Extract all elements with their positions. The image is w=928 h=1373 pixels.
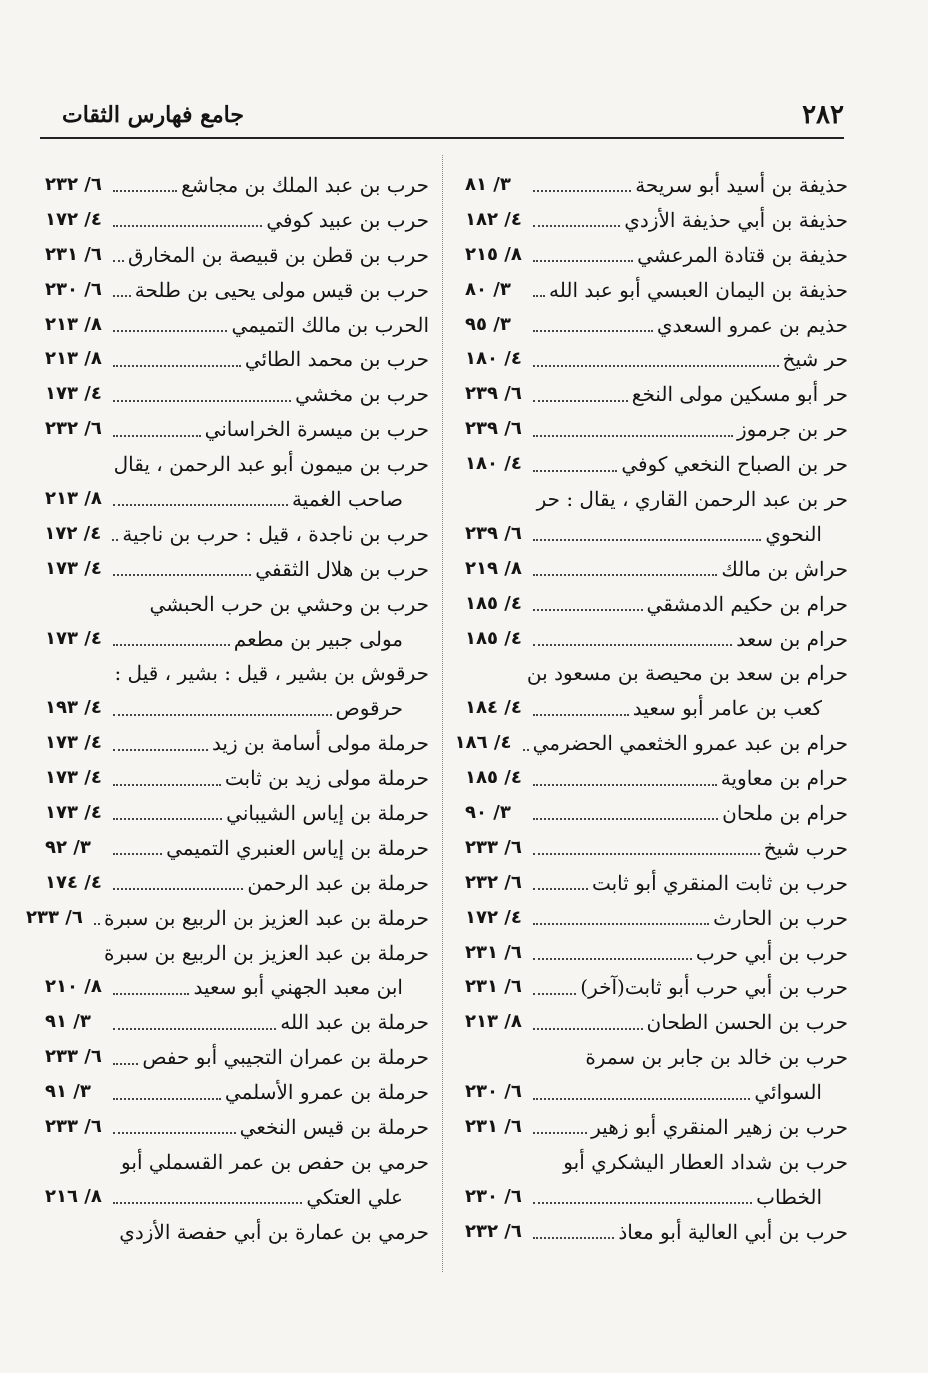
- dot-leader: [533, 1132, 587, 1134]
- entry-name: حذيفة بن أسيد أبو سريحة: [635, 173, 848, 197]
- volume-page-ref: ٦/ ٢٣١: [465, 941, 522, 963]
- index-entry: [45, 1215, 429, 1250]
- index-entry: [465, 691, 848, 726]
- entry-name: حرب بن وحشي بن حرب الحبشي: [149, 591, 429, 616]
- index-entry: [45, 1180, 429, 1215]
- entry-name: حرب بن هلال الثقفي: [255, 556, 429, 581]
- index-entry: [465, 761, 848, 796]
- dot-leader: [113, 644, 230, 646]
- dot-leader: [533, 993, 576, 995]
- dot-leader: [113, 295, 131, 297]
- entry-name: حرب بن ثابت المنقري أبو ثابت: [591, 870, 848, 895]
- index-entry: [465, 866, 848, 901]
- dot-leader: [533, 1202, 752, 1204]
- volume-page-ref: ٨/ ٢١٣: [465, 1011, 522, 1033]
- entry-name: حرب بن أبي العالية أبو معاذ: [618, 1219, 848, 1244]
- entry-name: حرملة بن عبد العزيز بن الربيع بن سبرة: [104, 905, 429, 930]
- dot-leader: [523, 749, 529, 751]
- volume-page-ref: ٤/ ١٨٥: [465, 627, 522, 649]
- index-entry: [45, 168, 429, 203]
- volume-page-ref: ٦/ ٢٣٩: [465, 418, 522, 440]
- entry-name: حرقوش بن بشير ، قيل : بشير ، قيل :: [114, 661, 429, 686]
- volume-page-ref: ٤/ ١٧٤: [45, 871, 102, 893]
- index-entry: [45, 936, 429, 971]
- dot-leader: [113, 1132, 236, 1134]
- entry-name: حرام بن ملحان: [722, 801, 848, 826]
- index-entry: [465, 447, 848, 482]
- volume-page-ref: ٨/ ٢١٥: [465, 243, 522, 265]
- entry-name: حرملة مولى زيد بن ثابت: [224, 766, 429, 791]
- column-divider: [442, 155, 443, 1272]
- entry-name: حرملة بن عبد العزيز بن الربيع بن سبرة: [104, 940, 429, 965]
- volume-page-ref: ٦/ ٢٣٩: [465, 522, 522, 544]
- dot-leader: [113, 853, 162, 855]
- entry-name: حرب بن عبد الملك بن مجاشع: [181, 173, 429, 197]
- index-entry: [465, 377, 848, 412]
- index-entry: [465, 587, 848, 622]
- index-entry: [45, 761, 429, 796]
- dot-leader: [533, 644, 732, 646]
- index-entry: [45, 273, 429, 308]
- index-entry: [465, 517, 848, 552]
- entry-name: حذيفة بن أبي حذيفة الأزدي: [624, 207, 848, 232]
- dot-leader: [113, 1202, 302, 1204]
- volume-page-ref: ٦/ ٢٣٢: [465, 871, 522, 893]
- entry-name: حرب بن عبيد كوفي: [266, 207, 429, 232]
- index-entry: [45, 238, 429, 273]
- volume-page-ref: ٤/ ١٧٣: [45, 802, 102, 824]
- volume-page-ref: ٣/ ٨١: [465, 174, 511, 195]
- index-entry: [465, 970, 848, 1005]
- page-number: ٢٨٢: [802, 100, 844, 130]
- dot-leader: [533, 853, 760, 855]
- entry-name: حرب بن قطن بن قبيصة بن المخارق: [127, 242, 429, 267]
- volume-page-ref: ٦/ ٢٣٣: [26, 906, 83, 928]
- dot-leader: [533, 574, 717, 576]
- volume-page-ref: ٤/ ١٧٢: [45, 208, 102, 230]
- volume-page-ref: ٤/ ١٧٣: [45, 383, 102, 405]
- index-entry: [45, 412, 429, 447]
- index-entry: [465, 622, 848, 657]
- index-entry: [45, 866, 429, 901]
- index-entry: [465, 238, 848, 273]
- entry-name: حراش بن مالك: [721, 556, 848, 581]
- index-entry: [45, 587, 429, 622]
- volume-page-ref: ٨/ ٢١٠: [45, 976, 102, 998]
- entry-name: حذيم بن عمرو السعدي: [656, 312, 848, 337]
- index-entry: [465, 901, 848, 936]
- dot-leader: [113, 435, 201, 437]
- index-entry: [45, 1040, 429, 1075]
- volume-page-ref: ٦/ ٢٣٩: [465, 383, 522, 405]
- index-entry: [45, 552, 429, 587]
- index-entry: [465, 1145, 848, 1180]
- dot-leader: [113, 1028, 276, 1030]
- entry-name: حرقوص: [335, 696, 403, 721]
- entry-name: حرمي بن عمارة بن أبي حفصة الأزدي: [119, 1219, 429, 1244]
- dot-leader: [113, 784, 221, 786]
- dot-leader: [533, 470, 617, 472]
- entry-name: حرب بن أبي حرب: [695, 940, 848, 965]
- dot-leader: [533, 400, 628, 402]
- volume-page-ref: ٣/ ٩٢: [45, 836, 91, 858]
- dot-leader: [113, 1063, 138, 1065]
- dot-leader: [533, 539, 761, 541]
- index-entry: [45, 796, 429, 831]
- volume-page-ref: ٦/ ٢٣٣: [45, 1046, 102, 1068]
- dot-leader: [113, 749, 208, 751]
- entry-name: حرملة بن إياس الشيباني: [226, 801, 429, 826]
- entry-name: حرام بن معاوية: [720, 766, 848, 791]
- volume-page-ref: ٦/ ٢٣٠: [45, 278, 102, 300]
- entry-name: حرملة بن قيس النخعي: [239, 1115, 429, 1140]
- entry-name: حرب بن الحسن الطحان: [646, 1010, 848, 1035]
- index-entry: [45, 970, 429, 1005]
- volume-page-ref: ٤/ ١٨٦: [454, 732, 512, 754]
- entry-name: حرب بن أبي حرب أبو ثابت(آخر): [580, 975, 848, 1000]
- index-entry: [465, 308, 848, 343]
- entry-name: مولى جبير بن مطعم: [233, 626, 403, 651]
- dot-leader: [113, 1098, 221, 1100]
- volume-page-ref: ٦/ ٢٣٠: [465, 1081, 522, 1103]
- volume-page-ref: ٦/ ٢٣١: [465, 976, 522, 998]
- index-entry: [26, 901, 429, 936]
- volume-page-ref: ٤/ ١٧٣: [45, 557, 102, 579]
- dot-leader: [533, 295, 545, 297]
- index-entry: [45, 1005, 429, 1040]
- index-entry: [465, 1110, 848, 1145]
- volume-page-ref: ٤/ ١٨٤: [465, 697, 522, 719]
- index-entry: [45, 656, 429, 691]
- entry-name: حر أبو مسكين مولى النخع: [631, 382, 848, 407]
- dot-leader: [533, 958, 692, 960]
- entry-name: حر بن جرموز: [736, 417, 848, 442]
- entry-name: السوائي: [754, 1080, 822, 1105]
- volume-page-ref: ٦/ ٢٣٣: [465, 836, 522, 858]
- volume-page-ref: ٤/ ١٧٣: [45, 627, 102, 649]
- volume-page-ref: ٤/ ١٨٠: [465, 348, 522, 370]
- volume-page-ref: ٦/ ٢٣٢: [45, 174, 102, 195]
- dot-leader: [113, 504, 288, 506]
- volume-page-ref: ٦/ ٢٣٣: [45, 1116, 102, 1138]
- volume-page-ref: ٤/ ١٧٣: [45, 767, 102, 789]
- index-entry: [465, 412, 848, 447]
- volume-page-ref: ٦/ ٢٣١: [465, 1116, 522, 1138]
- dot-leader: [533, 784, 717, 786]
- entry-name: حر بن الصباح النخعي كوفي: [621, 452, 848, 477]
- entry-name: حرب بن مخشي: [295, 382, 429, 407]
- dot-leader: [533, 609, 643, 611]
- entry-name: النحوي: [765, 521, 822, 546]
- index-column-left: [26, 168, 429, 1250]
- index-entry: [45, 622, 429, 657]
- index-entry: [45, 342, 429, 377]
- entry-name: ابن معبد الجهني أبو سعيد: [193, 975, 403, 1000]
- index-entry: [465, 831, 848, 866]
- index-entry: [45, 517, 429, 552]
- dot-leader: [533, 260, 633, 262]
- entry-name: صاحب الغمية: [291, 487, 403, 512]
- volume-page-ref: ٣/ ٩١: [45, 1081, 91, 1103]
- index-entry: [465, 796, 848, 831]
- volume-page-ref: ٣/ ٩١: [45, 1011, 91, 1033]
- volume-page-ref: ٤/ ١٧٢: [44, 522, 102, 544]
- volume-page-ref: ٣/ ٩٠: [465, 802, 511, 824]
- entry-name: حر شيخ: [782, 347, 848, 372]
- index-entry: [465, 1215, 848, 1250]
- index-entry: [465, 1075, 848, 1110]
- dot-leader: [113, 330, 227, 332]
- dot-leader: [533, 435, 733, 437]
- dot-leader: [113, 190, 177, 192]
- entry-name: حرملة بن عمران التجيبي أبو حفص: [142, 1045, 429, 1070]
- dot-leader: [533, 190, 631, 192]
- entry-name: حر بن عبد الرحمن القاري ، يقال : حر: [536, 487, 848, 512]
- index-entry: [45, 1145, 429, 1180]
- entry-name: كعب بن عامر أبو سعيد: [632, 696, 822, 721]
- entry-name: حرب بن الحارث: [713, 905, 848, 930]
- entry-name: حرب بن زهير المنقري أبو زهير: [591, 1115, 848, 1140]
- entry-name: حذيفة بن قتادة المرعشي: [637, 242, 848, 267]
- dot-leader: [533, 923, 709, 925]
- volume-page-ref: ٤/ ١٨٢: [465, 208, 522, 230]
- index-entry: [465, 273, 848, 308]
- volume-page-ref: ٣/ ٩٥: [465, 313, 511, 335]
- index-entry: [45, 1110, 429, 1145]
- entry-name: حرام بن عبد عمرو الخثعمي الحضرمي: [532, 731, 848, 756]
- volume-page-ref: ٨/ ٢١٩: [465, 557, 522, 579]
- volume-page-ref: ٣/ ٨٠: [465, 278, 511, 300]
- index-entry: [465, 656, 848, 691]
- entry-name: حرام بن سعد بن محيصة بن مسعود بن: [526, 661, 848, 686]
- index-entry: [45, 308, 429, 343]
- header-rule: [40, 137, 844, 139]
- index-entry: [45, 691, 429, 726]
- entry-name: حذيفة بن اليمان العبسي أبو عبد الله: [549, 277, 848, 302]
- dot-leader: [533, 1098, 750, 1100]
- volume-page-ref: ٤/ ١٨٠: [465, 453, 522, 475]
- index-entry: [45, 482, 429, 517]
- dot-leader: [113, 365, 241, 367]
- dot-leader: [113, 574, 251, 576]
- dot-leader: [533, 225, 620, 227]
- entry-name: حرام بن سعد: [736, 626, 848, 651]
- entry-name: حرب بن ميمون أبو عبد الرحمن ، يقال: [113, 452, 429, 477]
- entry-name: حرب بن شداد العطار اليشكري أبو: [563, 1149, 848, 1174]
- entry-name: حرملة بن إياس العنبري التميمي: [166, 835, 429, 860]
- volume-page-ref: ٨/ ٢١٦: [45, 1185, 102, 1207]
- volume-page-ref: ٦/ ٢٣٢: [465, 1220, 522, 1242]
- volume-page-ref: ٤/ ١٨٥: [465, 767, 522, 789]
- entry-name: حرب بن محمد الطائي: [244, 347, 429, 372]
- dot-leader: [533, 1028, 643, 1030]
- index-entry: [465, 1005, 848, 1040]
- index-column-right: [454, 168, 848, 1250]
- dot-leader: [113, 225, 262, 227]
- index-entry: [465, 1180, 848, 1215]
- index-entry: [465, 482, 848, 517]
- entry-name: حرب بن ناجدة ، قيل : حرب بن ناجية: [122, 521, 429, 546]
- entry-name: حرملة بن عبد الرحمن: [247, 870, 429, 895]
- entry-name: حرب بن خالد بن جابر بن سمرة: [585, 1045, 848, 1070]
- entry-name: حرب بن قيس مولى يحيى بن طلحة: [134, 277, 429, 302]
- dot-leader: [94, 923, 100, 925]
- volume-page-ref: ٤/ ١٧٣: [45, 732, 102, 754]
- entry-name: حرملة مولى أسامة بن زيد: [211, 731, 429, 756]
- volume-page-ref: ٨/ ٢١٣: [45, 488, 102, 510]
- entry-name: حرب شيخ: [763, 835, 848, 860]
- dot-leader: [112, 539, 118, 541]
- index-entry: [45, 447, 429, 482]
- volume-page-ref: ٤/ ١٧٢: [465, 906, 522, 928]
- dot-leader: [533, 365, 779, 367]
- volume-page-ref: ٨/ ٢١٣: [45, 313, 102, 335]
- index-entry: [465, 203, 848, 238]
- index-entry: [465, 1040, 848, 1075]
- dot-leader: [113, 993, 189, 995]
- entry-name: حرب بن ميسرة الخراساني: [204, 417, 429, 442]
- entry-name: الخطاب: [756, 1184, 822, 1209]
- volume-page-ref: ٦/ ٢٣٢: [45, 418, 102, 440]
- entry-name: الحرب بن مالك التميمي: [231, 312, 429, 337]
- volume-page-ref: ٦/ ٢٣٠: [465, 1185, 522, 1207]
- index-entry: [45, 203, 429, 238]
- dot-leader: [533, 714, 629, 716]
- entry-name: حرملة بن عبد الله: [280, 1010, 429, 1035]
- index-entry: [465, 936, 848, 971]
- index-entry: [45, 377, 429, 412]
- dot-leader: [113, 260, 124, 262]
- volume-page-ref: ٤/ ١٨٥: [465, 592, 522, 614]
- entry-name: حرملة بن عمرو الأسلمي: [224, 1080, 429, 1105]
- volume-page-ref: ٤/ ١٩٣: [45, 697, 102, 719]
- entry-name: علي العتكي: [306, 1184, 403, 1209]
- dot-leader: [533, 888, 588, 890]
- volume-page-ref: ٨/ ٢١٣: [45, 348, 102, 370]
- dot-leader: [113, 714, 332, 716]
- index-entry: [465, 168, 848, 203]
- dot-leader: [113, 400, 291, 402]
- page-header: [40, 98, 844, 132]
- index-entry: [45, 726, 429, 761]
- index-entry: [465, 342, 848, 377]
- dot-leader: [533, 1237, 614, 1239]
- index-entry: [465, 552, 848, 587]
- running-title: جامع فهارس الثقات: [62, 102, 244, 128]
- dot-leader: [113, 888, 243, 890]
- volume-page-ref: ٦/ ٢٣١: [45, 243, 102, 265]
- index-entry: [45, 1075, 429, 1110]
- entry-name: حرام بن حكيم الدمشقي: [646, 591, 848, 616]
- dot-leader: [533, 818, 718, 820]
- dot-leader: [113, 818, 222, 820]
- index-entry: [454, 726, 848, 761]
- entry-name: حرمي بن حفص بن عمر القسملي أبو: [121, 1149, 429, 1174]
- index-entry: [45, 831, 429, 866]
- dot-leader: [533, 330, 653, 332]
